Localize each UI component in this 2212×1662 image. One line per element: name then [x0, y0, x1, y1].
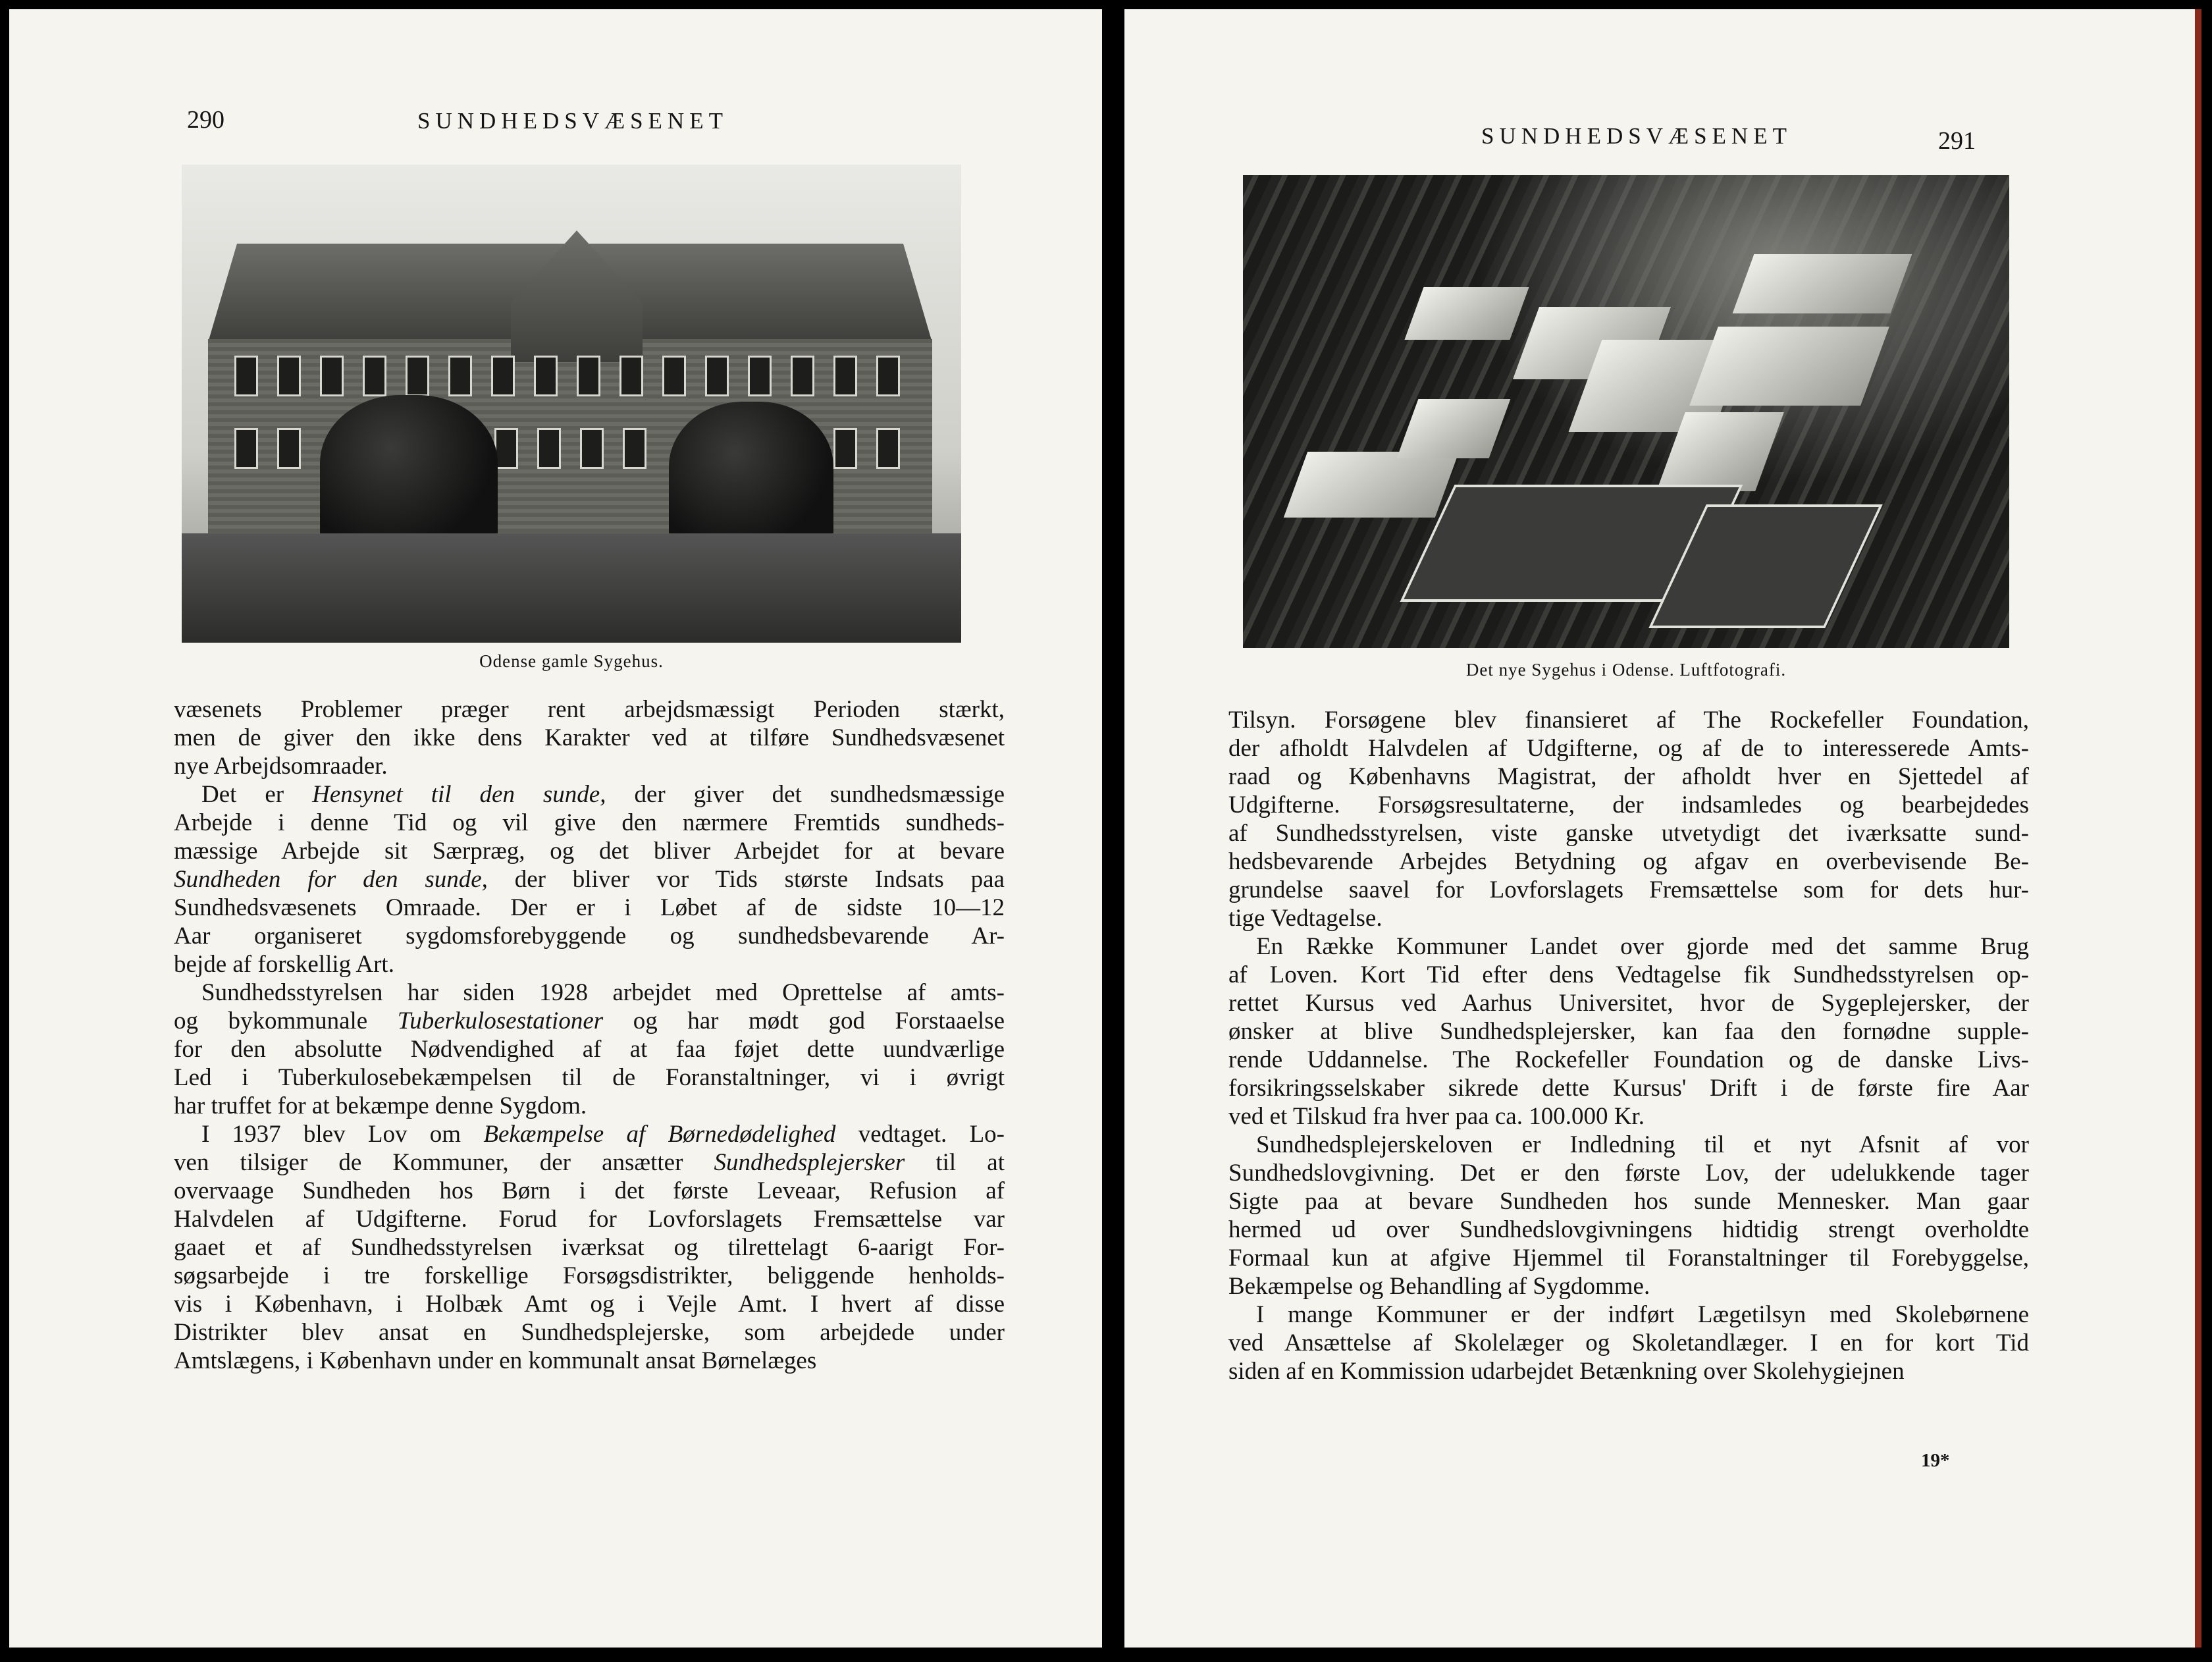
text-line: hermed ud over Sundhedslovgivningens hidtidig strengt overholdte	[1228, 1216, 2029, 1243]
text-line: ønsker at blive Sundhedsplejersker, kan faa den fornødne supple-	[1228, 1018, 2029, 1045]
text-line: Sigte paa at bevare Sundheden hos sunde Mennesker. Man gaar	[1228, 1188, 2029, 1215]
text-line: Halvdelen af Udgifterne. Forud for Lovforslagets Fremsættelse var	[174, 1206, 1005, 1233]
text-line: mæssige Arbejde sit Særpræg, og det bliver Arbejdet for at bevare	[174, 838, 1005, 865]
text-line: Aar organiseret sygdomsforebyggende og sundhedsbevarende Ar-	[174, 923, 1005, 950]
text-line: har truffet for at bekæmpe denne Sygdom.	[174, 1092, 587, 1119]
text-line: Sundheden for den sunde, der bliver vor Tids største Indsats paa	[174, 866, 1005, 893]
text-line: ved Ansættelse af Skolelæger og Skoletandlæger. I en for kort Tid	[1228, 1329, 2029, 1356]
page-number: 291	[1938, 127, 1976, 155]
text-line: Sundhedsvæsenets Omraade. Der er i Løbet af de sidste 10—12	[174, 894, 1005, 921]
text-line: af Loven. Kort Tid efter dens Vedtagelse fik Sundhedsstyrelsen op-	[1228, 961, 2029, 988]
text-line: gaaet et af Sundhedsstyrelsen iværksat og tilrettelagt 6-aarigt For-	[174, 1234, 1005, 1261]
text-line: væsenets Problemer præger rent arbejdsmæssigt Perioden stærkt,	[174, 696, 1005, 723]
text-line: overvaage Sundheden hos Børn i det første Leveaar, Refusion af	[174, 1177, 1005, 1204]
text-line: siden af en Kommission udarbejdet Betænkning over Skolehygiejnen	[1228, 1358, 1905, 1385]
text-line: rende Uddannelse. The Rockefeller Foundation og de danske Livs-	[1228, 1046, 2029, 1073]
text-line: nye Arbejdsomraader.	[174, 753, 388, 780]
text-line: ved et Tilskud fra hver paa ca. 100.000 Kr.	[1228, 1103, 1645, 1130]
text-line: men de giver den ikke dens Karakter ved at tilføre Sundhedsvæsenet	[174, 724, 1005, 751]
text-line: der afholdt Halvdelen af Udgifterne, og af de to interesserede Amts-	[1228, 735, 2029, 762]
text-line: I mange Kommuner er der indført Lægetilsyn med Skolebørnene	[1256, 1301, 2029, 1328]
text-line: Det er Hensynet til den sunde, der giver det sundhedsmæssige	[201, 781, 1005, 808]
body-text	[1228, 706, 2029, 1385]
text-line: Sundhedslovgivning. Det er den første Lov, der udelukkende tager	[1228, 1160, 2029, 1187]
photo-new-hospital-aerial	[1243, 175, 2009, 648]
text-line: Arbejde i denne Tid og vil give den nærmere Fremtids sundheds-	[174, 809, 1005, 836]
text-line: Distrikter blev ansat en Sundhedsplejerske, som arbejdede under	[174, 1319, 1005, 1346]
text-line: Udgifterne. Forsøgsresultaterne, der indsamledes og bearbejdedes	[1228, 791, 2029, 818]
left-page	[9, 9, 1102, 1648]
text-line: rettet Kursus ved Aarhus Universitet, hvor de Sygeplejersker, der	[1228, 990, 2029, 1017]
text-line: Bekæmpelse og Behandling af Sygdomme.	[1228, 1273, 1650, 1300]
text-line: af Sundhedsstyrelsen, viste ganske utvetydigt det iværksatte sund-	[1228, 820, 2029, 847]
text-line: ven tilsiger de Kommuner, der ansætter Sundhedsplejersker til at	[174, 1149, 1005, 1176]
text-line: I 1937 blev Lov om Bekæmpelse af Børnedødelighed vedtaget. Lo-	[201, 1121, 1005, 1148]
text-line: Tilsyn. Forsøgene blev finansieret af The Rockefeller Foundation,	[1228, 707, 2029, 734]
text-line: raad og Københavns Magistrat, der afholdt hver en Sjettedel af	[1228, 763, 2029, 790]
text-line: søgsarbejde i tre forskellige Forsøgsdistrikter, beliggende henholds-	[174, 1262, 1005, 1289]
right-page	[1124, 9, 2201, 1648]
text-line: grundelse saavel for Lovforslagets Fremsættelse som for dets hur-	[1228, 876, 2029, 903]
text-line: for den absolutte Nødvendighed af at faa føjet dette uundværlige	[174, 1036, 1005, 1063]
text-line: Sundhedsplejerskeloven er Indledning til et nyt Afsnit af vor	[1256, 1131, 2029, 1158]
text-line: Amtslægens, i København under en kommunalt ansat Børnelæges	[174, 1347, 817, 1374]
photo-caption: Odense gamle Sygehus.	[479, 651, 664, 671]
running-header: SUNDHEDSVÆSENET	[417, 108, 728, 134]
body-text	[174, 695, 1005, 1375]
photo-caption: Det nye Sygehus i Odense. Luftfotografi.	[1465, 660, 1787, 680]
text-line: forsikringsselskaber sikrede dette Kursus' Drift i de første fire Aar	[1228, 1075, 2029, 1102]
text-line: hedsbevarende Arbejdes Betydning og afgav en overbevisende Be-	[1228, 848, 2029, 875]
running-header: SUNDHEDSVÆSENET	[1481, 123, 1792, 149]
photo-old-hospital	[182, 165, 961, 643]
signature-mark: 19*	[1921, 1450, 1950, 1471]
page-number: 290	[187, 106, 224, 134]
text-line: bejde af forskellig Art.	[174, 951, 394, 978]
text-line: vis i København, i Holbæk Amt og i Vejle Amt. I hvert af disse	[174, 1291, 1005, 1318]
text-line: Formaal kun at afgive Hjemmel til Foranstaltninger til Forebyggelse,	[1228, 1245, 2029, 1272]
text-line: og bykommunale Tuberkulosestationer og har mødt god Forstaaelse	[174, 1007, 1005, 1034]
text-line: En Række Kommuner Landet over gjorde med det samme Brug	[1256, 933, 2029, 960]
text-line: Led i Tuberkulosebekæmpelsen til de Foranstaltninger, vi i øvrigt	[174, 1064, 1005, 1091]
text-line: Sundhedsstyrelsen har siden 1928 arbejdet med Oprettelse af amts-	[201, 979, 1005, 1006]
text-line: tige Vedtagelse.	[1228, 905, 1382, 932]
